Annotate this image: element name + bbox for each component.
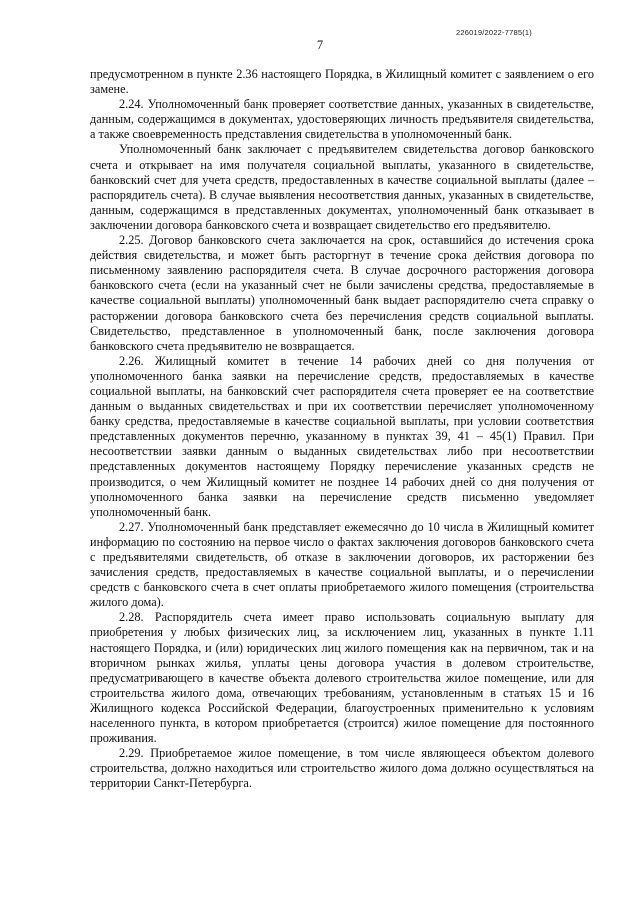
paragraph-2-29: 2.29. Приобретаемое жилое помещение, в том числе являющееся объектом долевого строительства, должно находиться или строительство жилого дома должно осуществляться на территории Санкт-Петербурга. <box>90 746 594 791</box>
document-body <box>90 67 594 792</box>
paragraph-2-27: 2.27. Уполномоченный банк представляет ежемесячно до 10 числа в Жилищный комитет информацию по состоянию на первое число о фактах заключения договоров банковского счета с предъявителями свидетельств, об отказе в заключении договоров, их расторжении без зачисления средств, предоставляемых в качестве социальной выплаты, и о перечислении средств с банковского счета в счет оплаты приобретаемого жилого помещения (строительства жилого дома). <box>90 519 594 610</box>
page-number: 7 <box>316 38 324 52</box>
paragraph-2-28: 2.28. Распорядитель счета имеет право использовать социальную выплату для приобретения у любых физических лиц, за исключением лиц, указанных в пункте 1.11 настоящего Порядка, и (или) юридических лиц жилого помещения как на первичном, так и на вторичном рынках жилья, уплаты цены договора участия в долевом строительстве, предусматривающего в качестве объекта долевого строительства жилое помещение, или для строительства жилого дома, отвечающих требованиям, установленным в статьях 15 и 16 Жилищного кодекса Российской Федерации, благоустроенных применительно к условиям населенного пункта, в котором приобретается (строится) жилое помещение для постоянного проживания. <box>90 610 594 746</box>
document-registration-number: 226019/2022-7785(1) <box>456 28 532 37</box>
paragraph-2-24: 2.24. Уполномоченный банк проверяет соответствие данных, указанных в свидетельстве, данным, содержащимся в документах, удостоверяющих личность предъявителя свидетельства, а также своевременность представления свидетельства в уполномоченный банк. <box>90 97 594 142</box>
paragraph-2-24-account: Уполномоченный банк заключает с предъявителем свидетельства договор банковского счета и открывает на имя получателя социальной выплаты, указанного в свидетельстве, банковский счет для учета средств, предоставленных в качестве социальной выплаты (далее – распорядитель счета). В случае выявления несоответствия данных, указанных в свидетельстве, данным, содержащимся в представленных документах, уполномоченный банк отказывает в заключении договора банковского счета и возвращает свидетельство его предъявителю. <box>90 142 594 232</box>
paragraph-2-25: 2.25. Договор банковского счета заключается на срок, оставшийся до истечения срока действия свидетельства, и может быть расторгнут в течение срока действия договора по письменному заявлению распорядителя счета. В случае досрочного расторжения договора банковского счета (если на указанный счет не были зачислены средства, предоставляемые в качестве социальной выплаты) уполномоченный банк выдает распорядителю счета справку о расторжении договора банковского счета без перечисления средств социальной выплаты. Свидетельство, представленное в уполномоченный банк, после заключения договора банковского счета предъявителю не возвращается. <box>90 233 594 353</box>
paragraph-continuation: предусмотренном в пункте 2.36 настоящего Порядка, в Жилищный комитет с заявлением о его замене. <box>90 67 594 97</box>
paragraph-2-26: 2.26. Жилищный комитет в течение 14 рабочих дней со дня получения от уполномоченного банка заявки на перечисление средств, предоставляемых в качестве социальной выплаты, на банковский счет распорядителя счета проверяет ее на соответствие данным о выданных свидетельствах и при их соответствии перечисляет уполномоченному банку средства, предоставляемые в качестве социальной выплаты, при условии соответствия представленных документов перечню, указанному в пунктах 39, 41 – 45(1) Правил. При несоответствии заявки данным о выданных свидетельствах либо при несоответствии представленных документов настоящему Порядку перечисление указанных средств не производится, о чем Жилищный комитет не позднее 14 рабочих дней со дня получения от уполномоченного банка заявки на перечисление средств письменно уведомляет уполномоченный банк. <box>90 353 594 519</box>
